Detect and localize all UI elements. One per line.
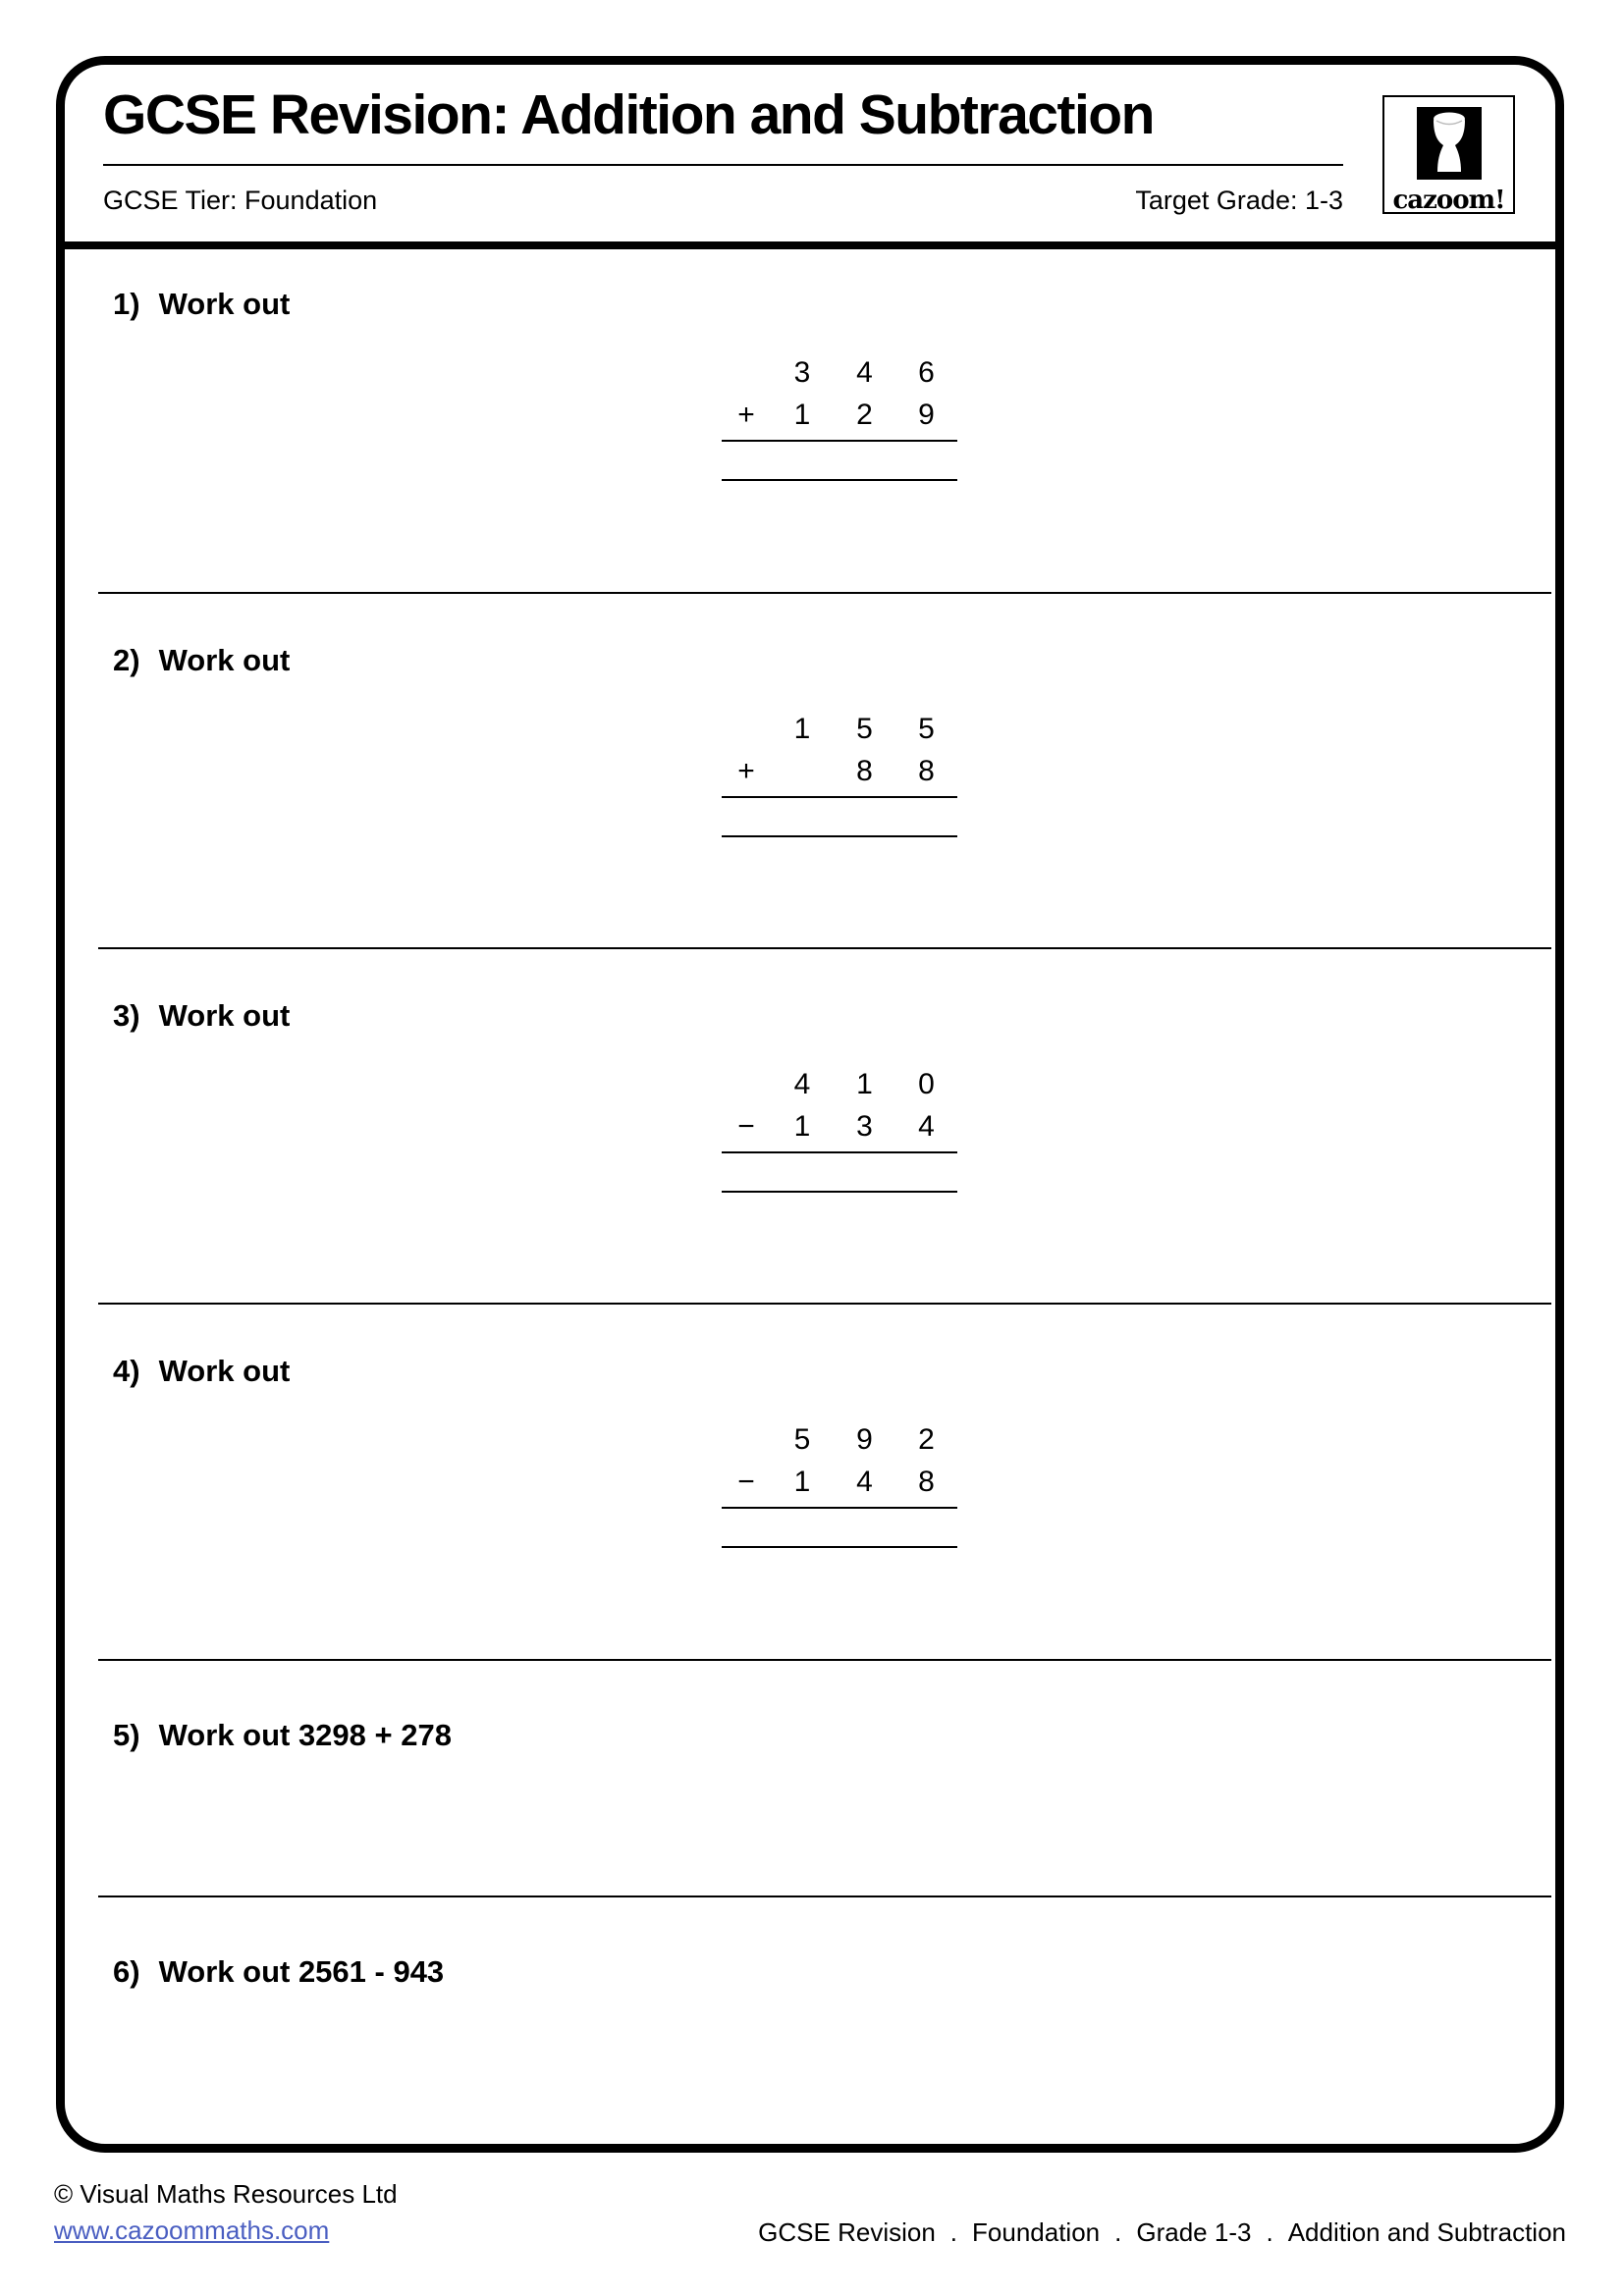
sum-digit: 5: [793, 1423, 811, 1456]
section-divider-3: [98, 1303, 1551, 1305]
sum-digit: 0: [918, 1068, 935, 1100]
sum-sign-cell: [722, 1422, 771, 1465]
sum-bottom-row: [722, 1109, 957, 1151]
breadcrumb-item: Foundation: [972, 2217, 1101, 2247]
question-prompt: Work out: [158, 287, 291, 321]
djembe-drum-icon: [1417, 107, 1482, 185]
footer-breadcrumb: [758, 2217, 1566, 2248]
answer-rule: [722, 835, 957, 837]
sum-sign: −: [737, 1110, 755, 1143]
question-5-label: [113, 1718, 452, 1753]
sum-digit: 9: [918, 399, 935, 431]
sum-digit: 1: [856, 1068, 873, 1100]
section-divider-2: [98, 947, 1551, 949]
sum-digit: 8: [918, 755, 935, 787]
answer-space: [722, 1153, 957, 1191]
copyright-text: © Visual Maths Resources Ltd: [54, 2179, 398, 2209]
breadcrumb-separator: .: [1266, 2217, 1273, 2247]
cazoom-logo: [1382, 95, 1515, 214]
breadcrumb-item: GCSE Revision: [758, 2217, 936, 2247]
sum-digit: 1: [793, 1110, 811, 1143]
answer-space: [722, 442, 957, 479]
sum-sign-cell: [722, 355, 771, 398]
question-6-label: [113, 1954, 444, 1990]
breadcrumb-item: Grade 1-3: [1136, 2217, 1252, 2247]
sum-digit: 1: [793, 399, 811, 431]
sum-digit: 9: [856, 1423, 873, 1456]
sum-digit: 4: [856, 1466, 873, 1498]
question-4-label: [113, 1354, 290, 1389]
section-divider-1: [98, 592, 1551, 594]
sum-sign: +: [737, 399, 755, 431]
answer-rule: [722, 479, 957, 481]
section-divider-5: [98, 1896, 1551, 1897]
sum-digit: 8: [856, 755, 873, 787]
sum-digit: 4: [793, 1068, 811, 1100]
answer-space: [722, 798, 957, 835]
section-divider-4: [98, 1659, 1551, 1661]
question-1-label: [113, 287, 290, 322]
question-prompt: Work out 3298 + 278: [158, 1718, 452, 1752]
sum-bottom-row: [722, 754, 957, 796]
question-prompt: Work out 2561 - 943: [158, 1954, 445, 1989]
question-1-column-sum: [722, 355, 957, 481]
question-3-column-sum: [722, 1067, 957, 1193]
answer-space: [722, 1509, 957, 1546]
sum-digit: [771, 754, 834, 796]
sum-digit: 4: [918, 1110, 935, 1143]
question-prompt: Work out: [158, 1354, 291, 1388]
sum-bottom-row: [722, 1465, 957, 1507]
sum-top-row: [722, 712, 957, 754]
sum-digit: 6: [918, 356, 935, 389]
sum-sign-cell: [722, 1067, 771, 1109]
question-number: 4): [113, 1354, 140, 1388]
sum-top-row: [722, 1067, 957, 1109]
question-number: 5): [113, 1718, 140, 1752]
sum-sign: −: [737, 1466, 755, 1498]
title-underline: [103, 164, 1343, 166]
tier-label: GCSE Tier: Foundation: [103, 186, 378, 215]
question-number: 1): [113, 287, 140, 321]
question-3-label: [113, 998, 290, 1034]
sum-digit: 1: [793, 713, 811, 745]
question-2-label: [113, 643, 290, 678]
logo-wordmark: cazoom!: [1392, 186, 1505, 215]
sum-sign: +: [737, 755, 755, 787]
sum-digit: 2: [918, 1423, 935, 1456]
sum-digit: 2: [856, 399, 873, 431]
target-grade-label: Target Grade: 1-3: [1135, 186, 1343, 215]
question-number: 6): [113, 1954, 140, 1989]
page-title: GCSE Revision: Addition and Subtraction: [103, 83, 1154, 146]
sum-digit: 3: [793, 356, 811, 389]
sum-digit: 1: [793, 1466, 811, 1498]
sum-digit: 5: [856, 713, 873, 745]
website-link[interactable]: www.cazoommaths.com: [54, 2216, 330, 2245]
breadcrumb-separator: .: [949, 2217, 958, 2247]
sum-digit: 5: [918, 713, 935, 745]
sum-digit: 3: [856, 1110, 873, 1143]
question-prompt: Work out: [158, 643, 291, 677]
question-4-column-sum: [722, 1422, 957, 1548]
question-prompt: Work out: [158, 998, 291, 1033]
question-number: 2): [113, 643, 140, 677]
sum-digit: 4: [856, 356, 873, 389]
answer-rule: [722, 1546, 957, 1548]
sum-bottom-row: [722, 398, 957, 440]
question-2-column-sum: [722, 712, 957, 837]
sum-digit: 8: [918, 1466, 935, 1498]
sum-top-row: [722, 1422, 957, 1465]
answer-rule: [722, 1191, 957, 1193]
subheader-row: [103, 186, 1343, 216]
question-number: 3): [113, 998, 140, 1033]
breadcrumb-item: Addition and Subtraction: [1287, 2217, 1566, 2247]
breadcrumb-separator: .: [1114, 2217, 1122, 2247]
sum-sign-cell: [722, 712, 771, 754]
sum-top-row: [722, 355, 957, 398]
header-divider: [65, 241, 1559, 249]
